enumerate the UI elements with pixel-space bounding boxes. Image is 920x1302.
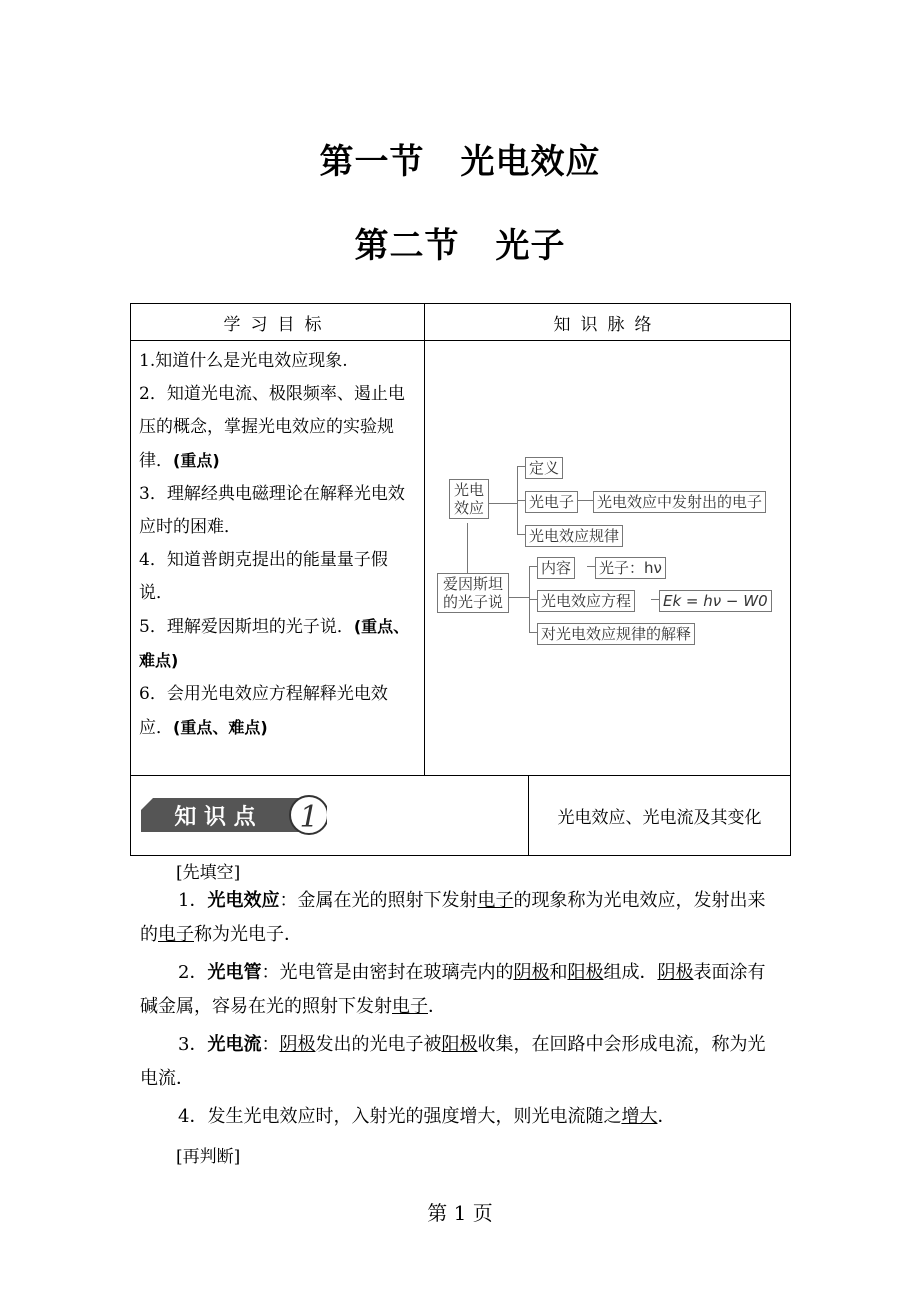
diagram-node-definition: 定义 [525, 457, 563, 479]
diagram-node-equation-formula: Ek = hν − W0 [659, 590, 772, 612]
goal-6: 6．会用光电效应方程解释光电效应．(重点、难点) [139, 684, 388, 738]
title-section-2: 第二节 光子 [354, 226, 566, 266]
goal-2: 2．知道光电流、极限频率、遏止电压的概念，掌握光电效应的实验规律．(重点) [139, 384, 405, 471]
item-4: 4．发生光电效应时，入射光的强度增大，则光电流随之增大． [178, 1106, 676, 1127]
goals-cell [131, 341, 425, 776]
banner-label: 知 识 点 [174, 805, 256, 830]
knowledge-point-banner-cell [131, 776, 529, 856]
page-number: 第 1 页 [427, 1201, 493, 1225]
diagram-node-content: 内容 [537, 557, 575, 579]
diagram-node-photoelectron: 光电子 [525, 491, 578, 513]
item-3: 3．光电流：阴极发出的光电子被阳极收集，在回路中会形成电流，称为光电流． [140, 1034, 766, 1089]
diagram-node-laws: 光电效应规律 [525, 525, 623, 547]
topic-cell: 光电效应、光电流及其变化 [529, 776, 791, 856]
diagram-node-equation: 光电效应方程 [537, 590, 635, 612]
diagram-root-einstein: 爱因斯坦的光子说 [437, 573, 509, 613]
diagram-node-explanation: 对光电效应规律的解释 [537, 623, 695, 645]
objectives-table [130, 303, 791, 856]
tag-fill-blank: [先填空] [176, 863, 241, 883]
col-header-goals: 学习目标 [131, 304, 425, 341]
goal-4: 4．知道普朗克提出的能量量子假说． [139, 550, 388, 603]
diagram-node-emitted-electron: 光电效应中发射出的电子 [593, 491, 766, 513]
knowledge-point-banner [141, 794, 327, 836]
diagram-node-photon: 光子：hν [595, 557, 666, 579]
item-1: 1．光电效应：金属在光的照射下发射电子的现象称为光电效应，发射出来的电子称为光电子． [140, 890, 766, 945]
tag-judge: [再判断] [176, 1147, 241, 1167]
goal-3: 3．理解经典电磁理论在解释光电效应时的困难． [139, 484, 405, 537]
goal-5: 5．理解爱因斯坦的光子说．(重点、难点) [139, 617, 410, 670]
title-section-1: 第一节 光电效应 [319, 142, 601, 182]
diagram-root-photoelectric: 光电效应 [449, 479, 489, 519]
col-header-knowledge: 知识脉络 [425, 304, 791, 341]
item-2: 2．光电管：光电管是由密封在玻璃壳内的阴极和阳极组成．阴极表面涂有碱金属，容易在光的照射下发射电子． [140, 962, 766, 1017]
goal-1: 1.知道什么是光电效应现象. [139, 351, 348, 371]
banner-number: 1 [299, 800, 319, 835]
knowledge-diagram-cell [425, 341, 791, 776]
knowledge-diagram [425, 341, 790, 775]
